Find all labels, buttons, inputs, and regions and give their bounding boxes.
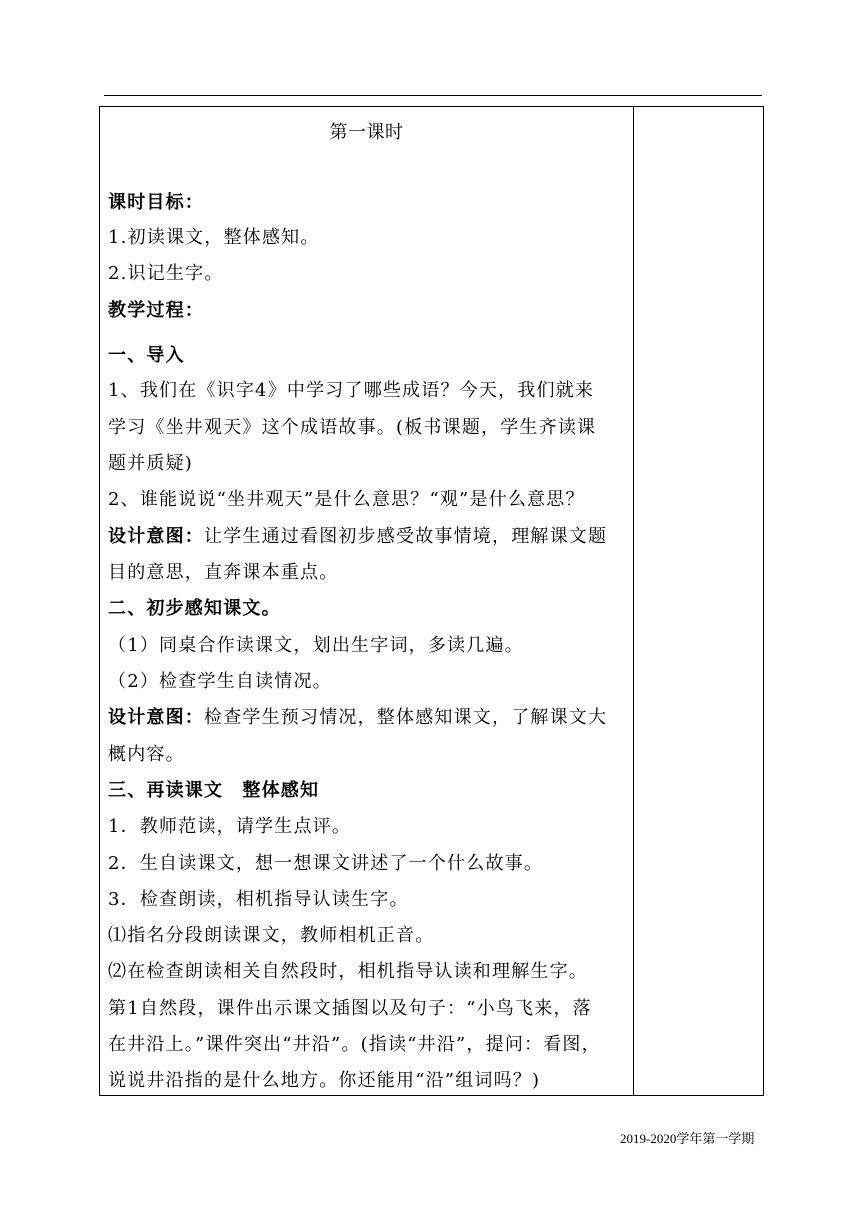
section-1-line: 2、谁能说说“坐井观天”是什么意思？“观”是什么意思？: [108, 489, 585, 510]
objective-1: 1.初读课文，整体感知。: [108, 227, 320, 248]
lesson-content-cell: [100, 107, 633, 1095]
column-divider: [633, 107, 634, 1095]
section-3-line: 说说井沿指的是什么地方。你还能用“沿”组词吗？): [108, 1070, 541, 1091]
section-1-line: 题并质疑): [108, 453, 194, 474]
section-3-line: 1．教师范读，请学生点评。: [108, 816, 352, 837]
design-intent-text: 检查学生预习情况，整体感知课文，了解课文大: [204, 707, 608, 728]
design-intent-text: 让学生通过看图初步感受故事情境，理解课文题: [204, 526, 608, 547]
section-1-design-intent-cont: 目的意思，直奔课本重点。: [108, 562, 339, 583]
lesson-title: 第一课时: [329, 122, 404, 143]
section-1-design-intent: [108, 525, 607, 549]
section-3-line: ⑴指名分段朗读课文，教师相机正音。: [108, 925, 435, 946]
design-intent-label: 设计意图：: [108, 707, 204, 728]
section-2-design-intent: [108, 706, 607, 730]
section-3-line: 3．检查朗读，相机指导认读生字。: [108, 889, 409, 910]
section-3-line: 在井沿上。”课件突出“井沿”。(指读“井沿”，提问：看图，: [108, 1034, 601, 1055]
page-footer: 2019-2020学年第一学期: [620, 1131, 755, 1146]
lesson-plan-table: [99, 106, 764, 1096]
section-3-line: 第1自然段，课件出示课文插图以及句子：“小鸟飞来，落: [108, 998, 592, 1019]
section-2-design-intent-cont: 概内容。: [108, 744, 185, 765]
objective-2: 2.识记生字。: [108, 263, 224, 284]
section-2-line: （1）同桌合作读课文，划出生字词，多读几遍。: [108, 635, 524, 656]
process-heading: 教学过程：: [108, 300, 204, 321]
objectives-heading: 课时目标：: [108, 192, 204, 213]
header-rule: [104, 95, 762, 96]
section-3-line: 2．生自读课文，想一想课文讲述了一个什么故事。: [108, 853, 544, 874]
section-2-line: （2）检查学生自读情况。: [108, 671, 332, 692]
design-intent-label: 设计意图：: [108, 526, 204, 547]
section-2-heading: 二、初步感知课文。: [108, 598, 281, 619]
section-1-line: 1、我们在《识字4》中学习了哪些成语？今天，我们就来: [108, 380, 595, 401]
section-3-line: ⑵在检查朗读相关自然段时，相机指导认读和理解生字。: [108, 961, 588, 982]
section-1-heading: 一、导入: [108, 345, 185, 366]
section-1-line: 学习《坐井观天》这个成语故事。(板书课题，学生齐读课: [108, 417, 597, 438]
section-3-heading: 三、再读课文 整体感知: [108, 780, 320, 801]
